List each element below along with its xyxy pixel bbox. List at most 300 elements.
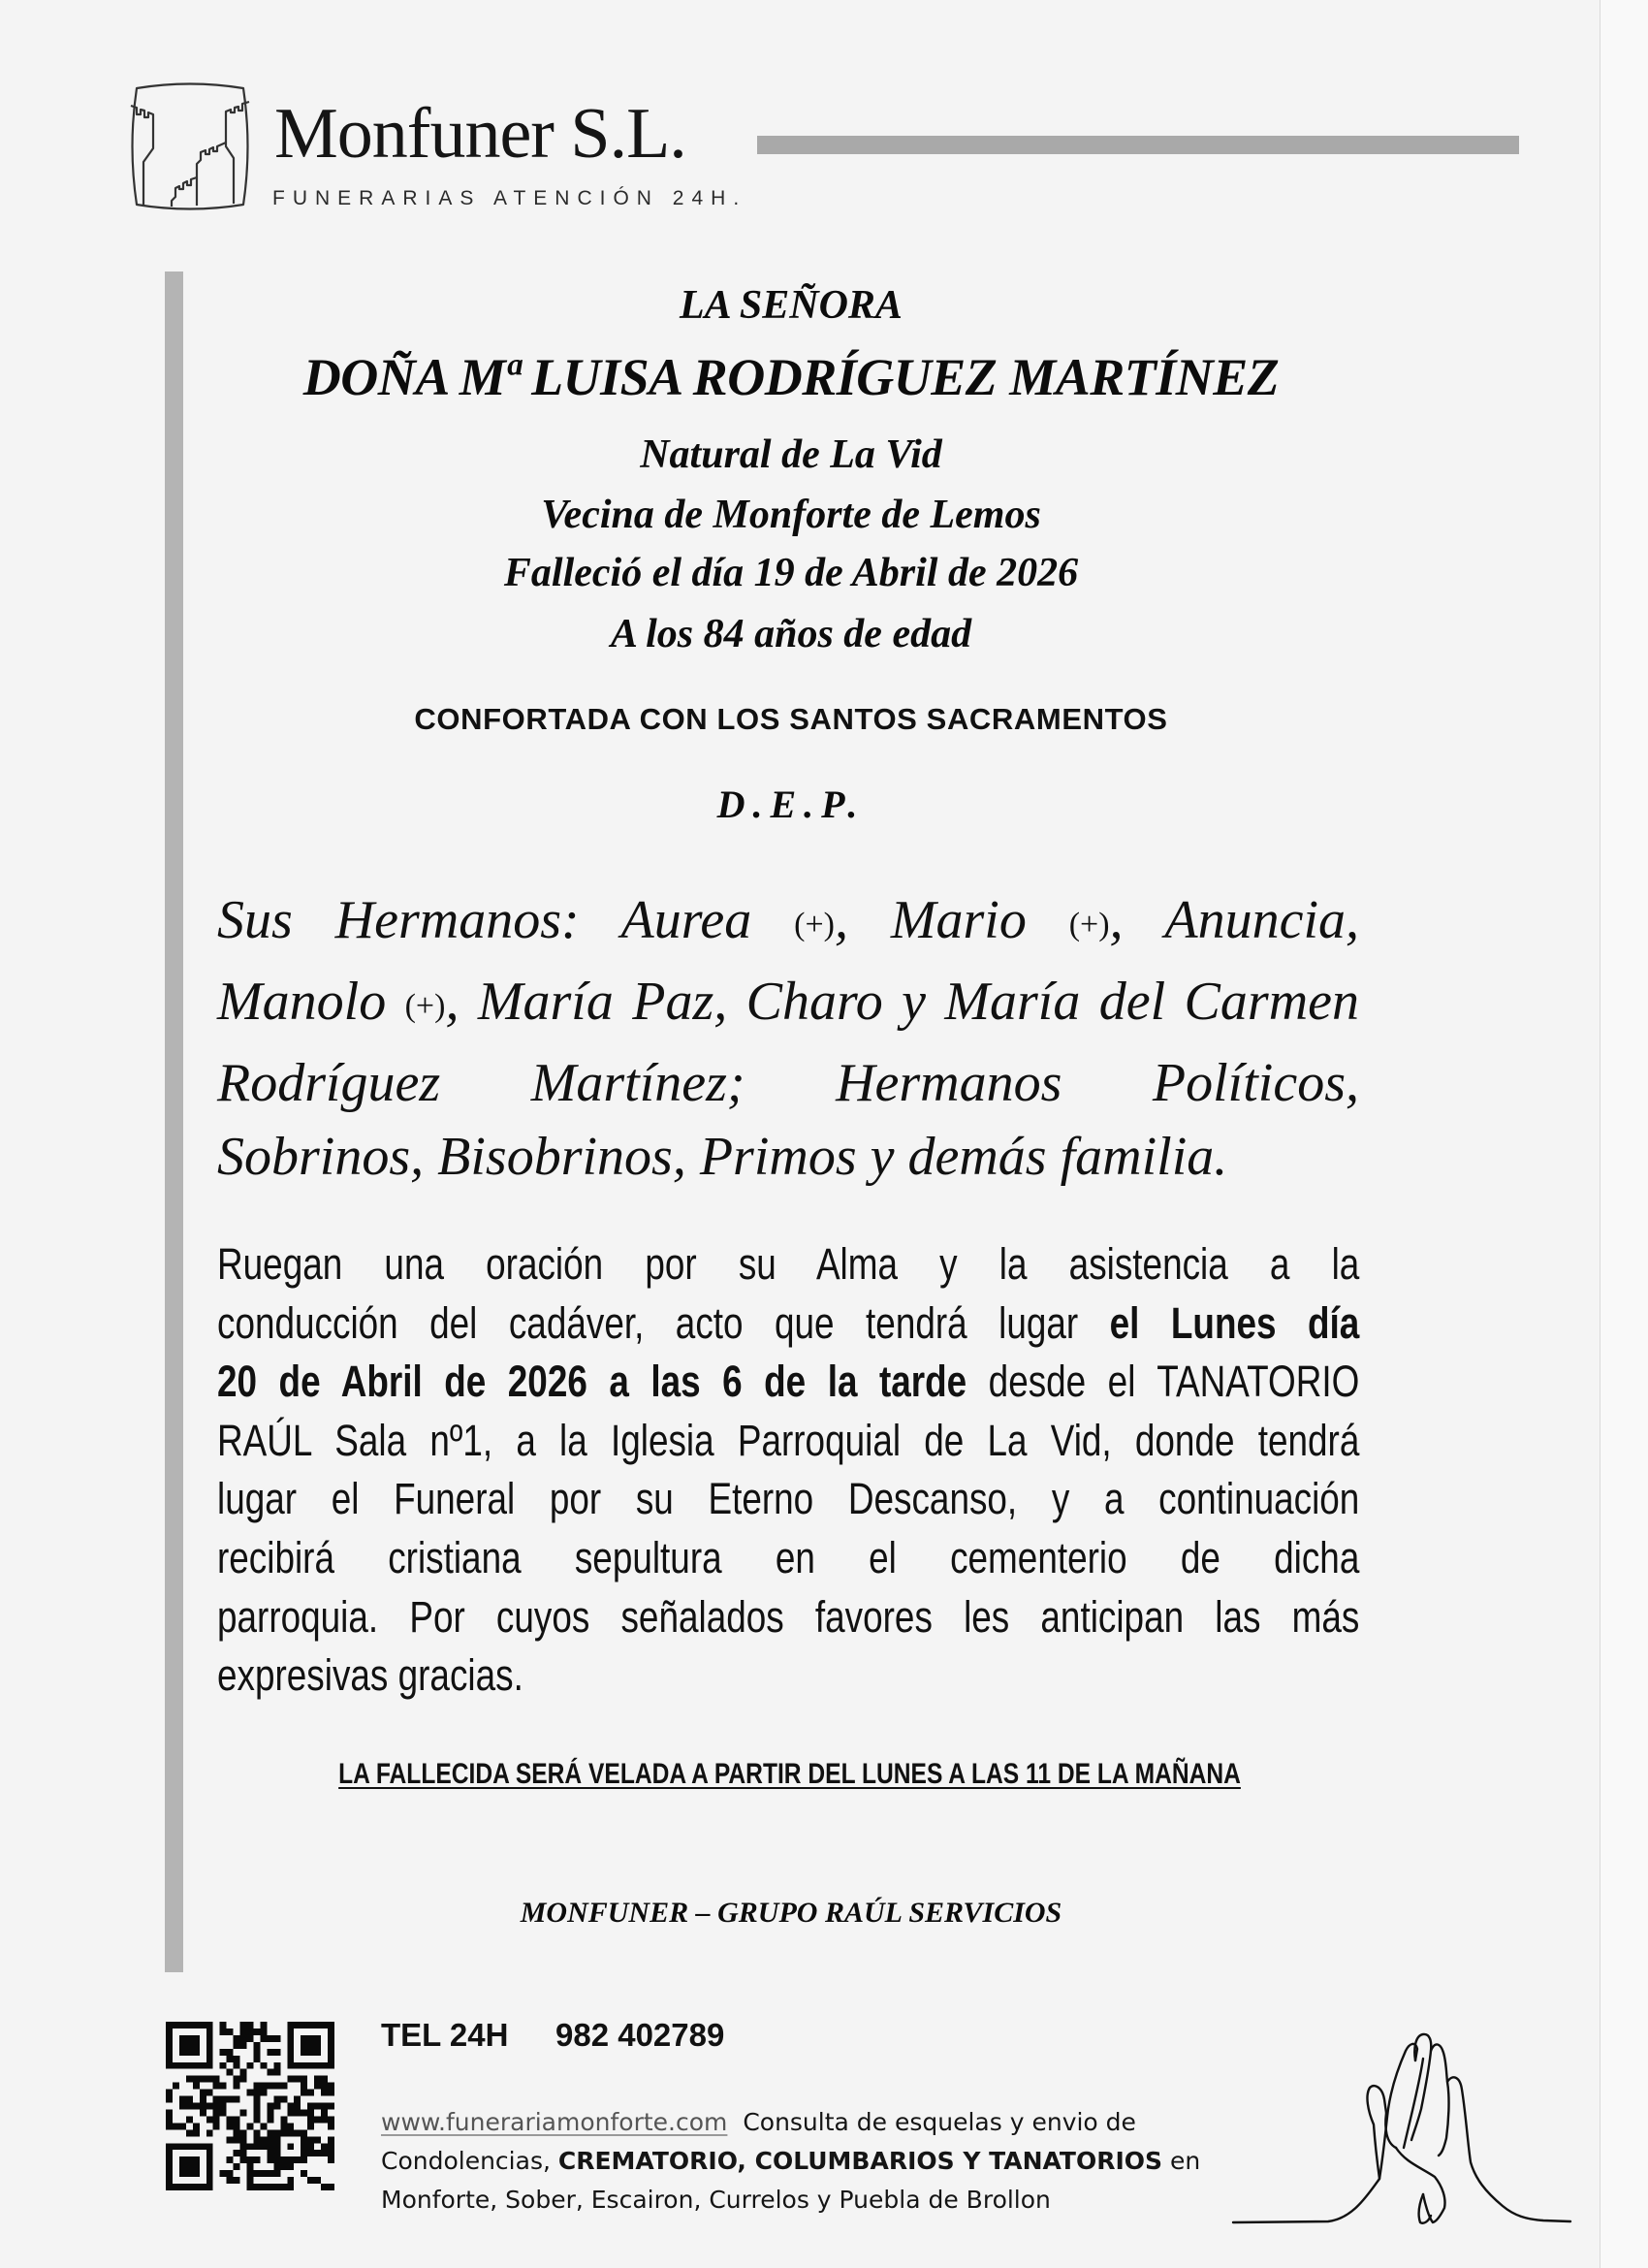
qr-module (206, 2056, 213, 2062)
qr-module (247, 2163, 254, 2170)
qr-module (166, 2049, 173, 2056)
services-bold: CREMATORIO, COLUMBARIOS Y TANATORIOS (557, 2147, 1163, 2175)
qr-module (287, 2129, 294, 2136)
qr-module (179, 2170, 186, 2177)
qr-module (287, 2028, 294, 2035)
ceremony-text: conducción del cadáver, acto que tendrá lugar (217, 1297, 1110, 1348)
qr-module (294, 2103, 301, 2110)
qr-module (280, 2083, 287, 2090)
qr-module (234, 2123, 240, 2129)
qr-module (328, 2136, 334, 2143)
qr-module (213, 2103, 220, 2110)
qr-module (253, 2109, 260, 2116)
qr-module (186, 2096, 193, 2103)
qr-module (166, 2028, 173, 2035)
qr-module (280, 2116, 287, 2123)
qr-module (314, 2035, 321, 2042)
qr-module (179, 2062, 186, 2069)
qr-module (328, 2156, 334, 2163)
ceremony-line (217, 1470, 1359, 1529)
qr-module (234, 2096, 240, 2103)
qr-module (267, 2069, 273, 2076)
qr-module (247, 2156, 254, 2163)
qr-module (179, 2184, 186, 2190)
qr-module (267, 2170, 273, 2177)
qr-module (301, 2035, 307, 2042)
qr-module (301, 2170, 307, 2177)
ceremony-line (217, 1529, 1359, 1588)
qr-module (186, 2129, 193, 2136)
qr-module (247, 2062, 254, 2069)
qr-module (328, 2028, 334, 2035)
ceremony-line (217, 1235, 1359, 1294)
qr-module (213, 2096, 220, 2103)
qr-module (193, 2123, 200, 2129)
family-line: Rodríguez Martínez; Hermanos Políticos, (217, 1053, 1359, 1113)
qr-module (253, 2116, 260, 2123)
qr-module (301, 2090, 307, 2096)
qr-module (213, 2109, 220, 2116)
deceased-origin: Natural de La Vid (640, 432, 942, 477)
ceremony-text: recibirá cristiana sepultura en el cementerio de dicha (217, 1532, 1360, 1582)
qr-module (240, 2035, 247, 2042)
wake-notice-container (0, 1760, 1580, 1789)
qr-module (193, 2083, 200, 2090)
qr-module (307, 2062, 314, 2069)
qr-module (260, 2090, 267, 2096)
qr-module (240, 2069, 247, 2076)
qr-module (179, 2096, 186, 2103)
qr-module (328, 2035, 334, 2042)
qr-module (234, 2062, 240, 2069)
qr-module (247, 2184, 254, 2190)
qr-module (273, 2143, 280, 2150)
qr-module (321, 2090, 328, 2096)
qr-module (307, 2022, 314, 2028)
qr-module (186, 2022, 193, 2028)
qr-module (301, 2109, 307, 2116)
qr-module (253, 2028, 260, 2035)
company-name: Monfuner S.L. (274, 94, 686, 174)
website-link[interactable]: www.funerariamonforte.com (381, 2108, 728, 2136)
qr-module (307, 2103, 314, 2110)
qr-module (227, 2156, 234, 2163)
qr-module (227, 2056, 234, 2062)
side-divider-bar (165, 272, 183, 1972)
qr-module (294, 2096, 301, 2103)
footer-text: Consulta de esquelas y envio de (743, 2108, 1136, 2136)
qr-module (247, 2090, 254, 2096)
qr-module (213, 2083, 220, 2090)
qr-module (227, 2177, 234, 2184)
qr-module (206, 2156, 213, 2163)
ceremony-date-bold: el Lunes día (1109, 1297, 1360, 1348)
qr-module (321, 2083, 328, 2090)
qr-module (253, 2143, 260, 2150)
qr-module (314, 2116, 321, 2123)
company-tagline: FUNERARIAS ATENCIÓN 24H. (272, 187, 747, 209)
qr-module (186, 2062, 193, 2069)
footer-text: en (1162, 2147, 1201, 2175)
date-of-death: Falleció el día 19 de Abril de 2026 (503, 551, 1079, 595)
qr-module (193, 2049, 200, 2056)
qr-module (186, 2042, 193, 2049)
qr-module (193, 2042, 200, 2049)
qr-module (179, 2163, 186, 2170)
qr-module (328, 2103, 334, 2110)
qr-module (173, 2184, 179, 2190)
qr-module (321, 2143, 328, 2150)
qr-module (273, 2103, 280, 2110)
qr-module (267, 2143, 273, 2150)
qr-module (220, 2096, 227, 2103)
qr-module (247, 2170, 254, 2177)
qr-module (267, 2116, 273, 2123)
qr-module (273, 2129, 280, 2136)
qr-module (328, 2022, 334, 2028)
qr-module (234, 2136, 240, 2143)
qr-module (260, 2062, 267, 2069)
qr-module (166, 2177, 173, 2184)
qr-module (287, 2076, 294, 2083)
qr-module (253, 2156, 260, 2163)
qr-module (314, 2136, 321, 2143)
qr-module (328, 2184, 334, 2190)
ceremony-line (217, 1294, 1359, 1354)
qr-module (267, 2184, 273, 2190)
qr-module (307, 2116, 314, 2123)
footer-text: Condolencias, (381, 2147, 558, 2175)
qr-module (234, 2076, 240, 2083)
ceremony-paragraph (217, 1235, 1359, 1706)
qr-code[interactable] (166, 2022, 334, 2190)
ceremony-text: expresivas gracias. (217, 1650, 523, 1701)
qr-module (260, 2136, 267, 2143)
qr-module (328, 2143, 334, 2150)
qr-module (166, 2170, 173, 2177)
qr-module (287, 2123, 294, 2129)
qr-module (321, 2076, 328, 2083)
qr-module (287, 2184, 294, 2190)
qr-module (307, 2143, 314, 2150)
qr-module (301, 2129, 307, 2136)
footer-spacer (727, 2108, 743, 2136)
qr-module (227, 2096, 234, 2103)
qr-module (328, 2116, 334, 2123)
qr-module (301, 2150, 307, 2156)
qr-module (287, 2049, 294, 2056)
qr-module (234, 2083, 240, 2090)
qr-module (166, 2109, 173, 2116)
ceremony-line (217, 1412, 1359, 1471)
qr-module (294, 2109, 301, 2116)
qr-module (193, 2022, 200, 2028)
qr-module (206, 2042, 213, 2049)
qr-module (206, 2184, 213, 2190)
qr-module (234, 2042, 240, 2049)
qr-module (166, 2035, 173, 2042)
qr-module (173, 2143, 179, 2150)
qr-module (186, 2170, 193, 2177)
qr-module (186, 2143, 193, 2150)
qr-module (301, 2076, 307, 2083)
qr-module (307, 2123, 314, 2129)
qr-module (253, 2056, 260, 2062)
qr-module (273, 2062, 280, 2069)
qr-module (267, 2129, 273, 2136)
qr-module (273, 2156, 280, 2163)
signature-line: MONFUNER – GRUPO RAÚL SERVICIOS (520, 1897, 1062, 1929)
qr-module (206, 2143, 213, 2150)
qr-module (227, 2116, 234, 2123)
qr-module (193, 2062, 200, 2069)
qr-module (186, 2035, 193, 2042)
qr-module (253, 2042, 260, 2049)
qr-module (280, 2156, 287, 2163)
qr-module (179, 2143, 186, 2150)
qr-module (240, 2150, 247, 2156)
qr-module (307, 2150, 314, 2156)
qr-module (307, 2090, 314, 2096)
qr-module (200, 2096, 206, 2103)
ceremony-line (217, 1353, 1359, 1412)
qr-module (294, 2156, 301, 2163)
family-line: Manolo (+), María Paz, Charo y María del Carmen (217, 972, 1359, 1032)
qr-module (206, 2049, 213, 2056)
ceremony-line (217, 1646, 1359, 1706)
qr-module (273, 2184, 280, 2190)
qr-module (260, 2035, 267, 2042)
qr-module (193, 2076, 200, 2083)
qr-module (280, 2123, 287, 2129)
qr-module (206, 2170, 213, 2177)
qr-module (301, 2156, 307, 2163)
qr-module (267, 2136, 273, 2143)
qr-module (206, 2076, 213, 2083)
qr-module (307, 2177, 314, 2184)
qr-module (247, 2123, 254, 2129)
deceased-residence: Vecina de Monforte de Lemos (541, 493, 1041, 537)
qr-module (220, 2083, 227, 2090)
qr-module (307, 2109, 314, 2116)
qr-module (220, 2028, 227, 2035)
phone-label: TEL 24H (381, 2017, 509, 2053)
qr-module (166, 2022, 173, 2028)
paper-edge (1600, 0, 1648, 2268)
qr-module (247, 2143, 254, 2150)
qr-module (260, 2028, 267, 2035)
qr-module (179, 2042, 186, 2049)
qr-module (247, 2177, 254, 2184)
ceremony-line (217, 1588, 1359, 1647)
qr-module (314, 2150, 321, 2156)
qr-module (287, 2042, 294, 2049)
qr-module (273, 2150, 280, 2156)
qr-module (280, 2163, 287, 2170)
footer-info (381, 2103, 1200, 2220)
praying-hands-icon (1231, 2031, 1572, 2227)
qr-module (200, 2090, 206, 2096)
qr-module (314, 2022, 321, 2028)
footer-line: Monforte, Sober, Escairon, Currelos y Puebla de Brollon (381, 2186, 1051, 2214)
qr-module (206, 2103, 213, 2110)
qr-module (166, 2096, 173, 2103)
qr-module (220, 2062, 227, 2069)
qr-module (186, 2156, 193, 2163)
qr-module (234, 2056, 240, 2062)
qr-module (227, 2049, 234, 2056)
qr-module (321, 2150, 328, 2156)
qr-module (166, 2042, 173, 2049)
ceremony-date-bold: 20 de Abril de 2026 a las 6 de la tarde (217, 1357, 967, 1407)
qr-module (206, 2163, 213, 2170)
qr-module (301, 2049, 307, 2056)
qr-module (193, 2143, 200, 2150)
qr-module (328, 2056, 334, 2062)
qr-module (267, 2049, 273, 2056)
qr-module (260, 2083, 267, 2090)
qr-module (307, 2136, 314, 2143)
qr-module (287, 2103, 294, 2110)
qr-module (234, 2116, 240, 2123)
qr-module (287, 2143, 294, 2150)
qr-module (253, 2083, 260, 2090)
qr-module (206, 2150, 213, 2156)
qr-module (273, 2136, 280, 2143)
qr-module (321, 2103, 328, 2110)
qr-module (287, 2109, 294, 2116)
footer-line (381, 2142, 1200, 2181)
qr-module (314, 2076, 321, 2083)
qr-module (273, 2170, 280, 2177)
qr-module (206, 2090, 213, 2096)
rip-line: D.E.P. (716, 783, 866, 826)
qr-module (260, 2022, 267, 2028)
qr-module (273, 2035, 280, 2042)
qr-module (307, 2042, 314, 2049)
qr-module (253, 2103, 260, 2110)
qr-module (267, 2035, 273, 2042)
qr-module (328, 2090, 334, 2096)
qr-module (206, 2028, 213, 2035)
qr-module (321, 2062, 328, 2069)
qr-module (267, 2109, 273, 2116)
qr-module (166, 2150, 173, 2156)
qr-module (166, 2143, 173, 2150)
qr-module (287, 2163, 294, 2170)
qr-module (166, 2123, 173, 2129)
qr-module (179, 2049, 186, 2056)
qr-module (193, 2184, 200, 2190)
qr-module (200, 2022, 206, 2028)
footer-line (381, 2103, 1200, 2142)
qr-module (213, 2116, 220, 2123)
qr-module (280, 2096, 287, 2103)
qr-module (301, 2062, 307, 2069)
qr-module (234, 2150, 240, 2156)
qr-module (240, 2028, 247, 2035)
qr-module (301, 2083, 307, 2090)
qr-module (321, 2184, 328, 2190)
family-line: Sus Hermanos: Aurea (+), Mario (+), Anuncia, (217, 890, 1360, 950)
qr-module (328, 2042, 334, 2049)
castle-towers-logo-icon (125, 80, 255, 212)
qr-module (166, 2184, 173, 2190)
qr-module (328, 2049, 334, 2056)
qr-module (273, 2096, 280, 2103)
qr-module (173, 2022, 179, 2028)
qr-module (193, 2103, 200, 2110)
qr-module (301, 2143, 307, 2150)
family-line: Sobrinos, Bisobrinos, Primos y demás familia. (217, 1127, 1228, 1187)
qr-module (287, 2156, 294, 2163)
qr-module (247, 2028, 254, 2035)
qr-module (166, 2056, 173, 2062)
qr-module (206, 2116, 213, 2123)
qr-module (287, 2022, 294, 2028)
qr-module (220, 2109, 227, 2116)
qr-module (240, 2156, 247, 2163)
qr-module (179, 2123, 186, 2129)
qr-module (253, 2184, 260, 2190)
qr-module (227, 2170, 234, 2177)
qr-module (273, 2083, 280, 2090)
qr-module (314, 2062, 321, 2069)
qr-module (186, 2103, 193, 2110)
qr-module (328, 2062, 334, 2069)
qr-module (234, 2177, 240, 2184)
qr-module (253, 2170, 260, 2177)
qr-module (186, 2184, 193, 2190)
ceremony-text: desde el TANATORIO (967, 1357, 1360, 1407)
qr-module (253, 2129, 260, 2136)
qr-module (287, 2056, 294, 2062)
qr-module (253, 2090, 260, 2096)
qr-module (200, 2143, 206, 2150)
qr-module (166, 2156, 173, 2163)
qr-module (213, 2076, 220, 2083)
qr-module (273, 2069, 280, 2076)
notice-title: LA SEÑORA (680, 283, 903, 328)
qr-module (193, 2035, 200, 2042)
qr-module (301, 2136, 307, 2143)
qr-module (206, 2177, 213, 2184)
qr-module (200, 2076, 206, 2083)
qr-module (321, 2022, 328, 2028)
qr-module (240, 2129, 247, 2136)
qr-module (193, 2170, 200, 2177)
qr-module (193, 2163, 200, 2170)
qr-module (200, 2062, 206, 2069)
qr-module (294, 2022, 301, 2028)
sacraments-line: CONFORTADA CON LOS SANTOS SACRAMENTOS (414, 702, 1168, 736)
qr-module (186, 2049, 193, 2056)
qr-module (206, 2035, 213, 2042)
deceased-cross-mark: (+) (404, 988, 446, 1024)
qr-module (328, 2083, 334, 2090)
qr-module (287, 2062, 294, 2069)
qr-module (240, 2136, 247, 2143)
qr-module (287, 2177, 294, 2184)
qr-module (260, 2123, 267, 2129)
qr-module (206, 2022, 213, 2028)
qr-module (240, 2143, 247, 2150)
qr-module (200, 2109, 206, 2116)
qr-module (267, 2083, 273, 2090)
qr-module (166, 2090, 173, 2096)
qr-module (206, 2062, 213, 2069)
qr-module (321, 2109, 328, 2116)
